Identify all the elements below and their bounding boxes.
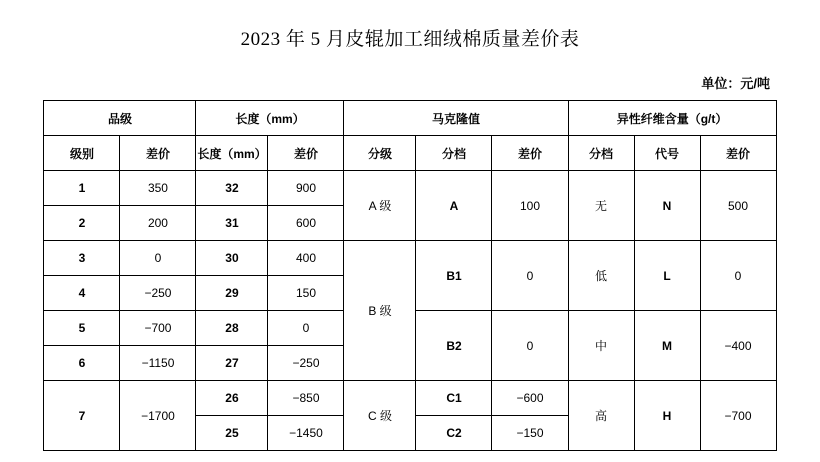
foreign-code: N	[634, 171, 700, 241]
foreign-band: 低	[568, 241, 634, 311]
length-value: 30	[196, 241, 268, 276]
table-row	[44, 171, 776, 206]
foreign-code: M	[634, 311, 700, 381]
length-diff: −850	[268, 381, 344, 416]
grade-level: 3	[44, 241, 120, 276]
col-header-foreign-band: 分档	[568, 136, 634, 171]
micronaire-class: A 级	[344, 171, 416, 241]
grade-level: 5	[44, 311, 120, 346]
col-header-foreign-diff: 差价	[700, 136, 776, 171]
length-value: 28	[196, 311, 268, 346]
foreign-code: H	[634, 381, 700, 451]
micronaire-band: B1	[416, 241, 492, 311]
grade-level: 4	[44, 276, 120, 311]
grade-diff: −1150	[120, 346, 196, 381]
grade-diff: −700	[120, 311, 196, 346]
length-diff: 600	[268, 206, 344, 241]
group-header-length: 长度（mm）	[196, 101, 344, 136]
length-diff: 900	[268, 171, 344, 206]
table-row	[44, 241, 776, 276]
foreign-code: L	[634, 241, 700, 311]
foreign-diff: −400	[700, 311, 776, 381]
length-diff: −250	[268, 346, 344, 381]
length-value: 29	[196, 276, 268, 311]
grade-diff: 200	[120, 206, 196, 241]
length-diff: −1450	[268, 416, 344, 451]
length-value: 27	[196, 346, 268, 381]
table-row	[44, 381, 776, 416]
length-diff: 0	[268, 311, 344, 346]
foreign-diff: 500	[700, 171, 776, 241]
micronaire-diff: 0	[492, 241, 568, 311]
micronaire-band: C2	[416, 416, 492, 451]
table-sub-header-row	[44, 136, 776, 171]
micronaire-diff: 100	[492, 171, 568, 241]
micronaire-diff: 0	[492, 311, 568, 381]
micronaire-band: A	[416, 171, 492, 241]
length-value: 25	[196, 416, 268, 451]
col-header-micronaire-diff: 差价	[492, 136, 568, 171]
length-value: 32	[196, 171, 268, 206]
grade-level: 7	[44, 381, 120, 451]
grade-diff: −1700	[120, 381, 196, 451]
col-header-micronaire-band: 分档	[416, 136, 492, 171]
col-header-level: 级别	[44, 136, 120, 171]
group-header-foreign-fiber: 异性纤维含量（g/t）	[568, 101, 776, 136]
grade-diff: 0	[120, 241, 196, 276]
col-header-grade-diff: 差价	[120, 136, 196, 171]
col-header-micronaire-class: 分级	[344, 136, 416, 171]
length-diff: 400	[268, 241, 344, 276]
micronaire-diff: −600	[492, 381, 568, 416]
unit-note: 单位：元/吨	[701, 76, 770, 91]
col-header-length: 长度（mm）	[196, 136, 268, 171]
micronaire-diff: −150	[492, 416, 568, 451]
foreign-band: 高	[568, 381, 634, 451]
grade-diff: −250	[120, 276, 196, 311]
foreign-diff: −700	[700, 381, 776, 451]
micronaire-class: C 级	[344, 381, 416, 451]
group-header-grade: 品级	[44, 101, 196, 136]
foreign-diff: 0	[700, 241, 776, 311]
foreign-band: 中	[568, 311, 634, 381]
group-header-micronaire: 马克隆值	[344, 101, 568, 136]
grade-level: 6	[44, 346, 120, 381]
col-header-length-diff: 差价	[268, 136, 344, 171]
quality-price-table	[43, 100, 776, 451]
foreign-band: 无	[568, 171, 634, 241]
grade-diff: 350	[120, 171, 196, 206]
page-title: 2023 年 5 月皮辊加工细绒棉质量差价表	[240, 29, 580, 50]
micronaire-band: B2	[416, 311, 492, 381]
micronaire-class: B 级	[344, 241, 416, 381]
length-value: 31	[196, 206, 268, 241]
length-diff: 150	[268, 276, 344, 311]
col-header-foreign-code: 代号	[634, 136, 700, 171]
table-group-header-row	[44, 101, 776, 136]
grade-level: 1	[44, 171, 120, 206]
micronaire-band: C1	[416, 381, 492, 416]
grade-level: 2	[44, 206, 120, 241]
length-value: 26	[196, 381, 268, 416]
